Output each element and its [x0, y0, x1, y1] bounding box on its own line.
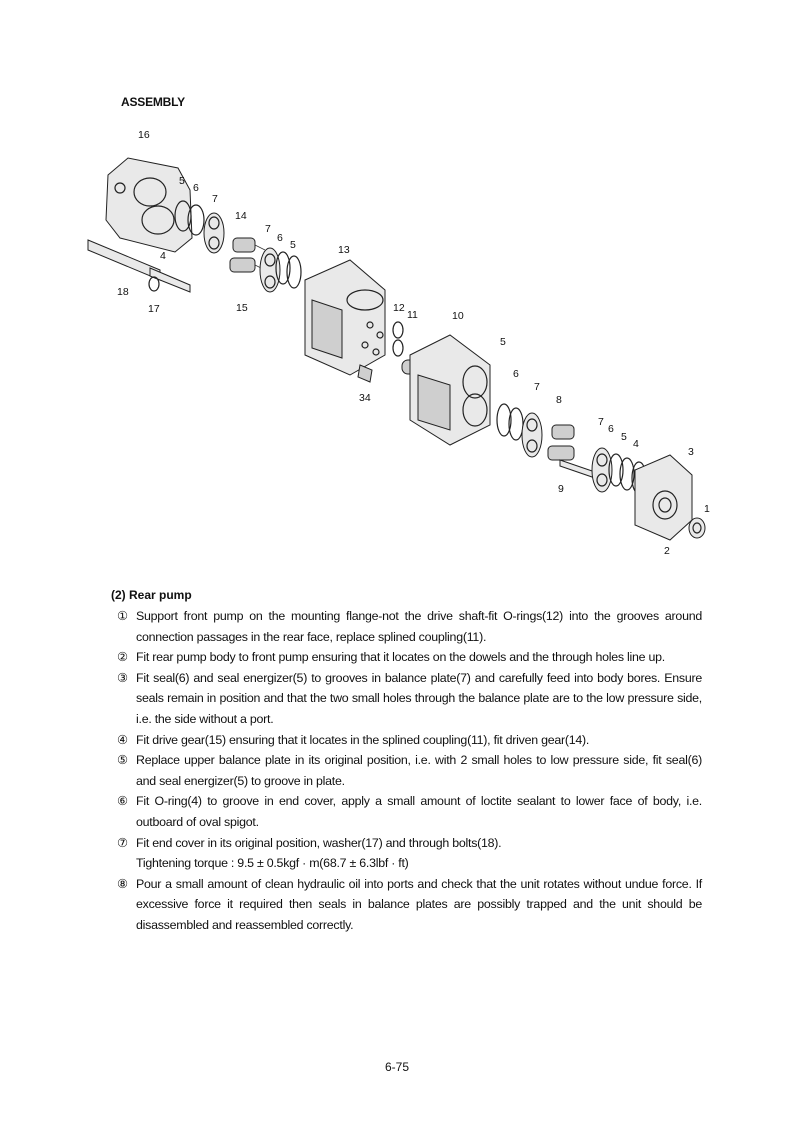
callout-6d: 6: [608, 423, 614, 435]
callout-5b: 5: [290, 239, 296, 251]
callout-6a: 6: [193, 182, 199, 194]
callout-5a: 5: [179, 175, 185, 187]
callout-8: 8: [556, 394, 562, 406]
callout-2: 2: [664, 545, 670, 557]
drive-gear-part: [548, 425, 595, 478]
callout-6c: 6: [513, 368, 519, 380]
step-text: Fit seal(6) and seal energizer(5) to grooves in balance plate(7) and carefully feed into body bores. Ensure seals remain in position and that the two small holes through the balance plate are to the low pressure side, i.e. the side without a port.: [136, 670, 702, 726]
callout-11: 11: [407, 309, 418, 321]
step-number: ②: [117, 650, 128, 665]
step-2: [117, 647, 702, 668]
step-number: ⑧: [117, 876, 128, 891]
step-text-block: [136, 833, 702, 874]
callout-4b: 4: [633, 438, 639, 450]
step-number: ③: [117, 670, 128, 685]
step-text: Support front pump on the mounting flange-not the drive shaft-fit O-rings(12) into the grooves around connection passages in the rear face, replace splined coupling(11).: [136, 609, 702, 644]
step-7: [117, 833, 702, 874]
callout-18: 18: [117, 286, 129, 298]
step-text: Fit O-ring(4) to groove in end cover, apply a small amount of loctite sealant to lower face of body, i.e. outboard of oval spigot.: [136, 794, 702, 829]
step-number: ④: [117, 732, 128, 747]
callout-9: 9: [558, 483, 564, 495]
tightening-torque: Tightening torque : 9.5 ± 0.5kgf · m(68.7 ± 6.3lbf · ft): [136, 856, 409, 871]
callout-3: 3: [688, 446, 694, 458]
rear-pump-title: (2) Rear pump: [111, 588, 192, 602]
callout-13: 13: [338, 244, 350, 256]
step-text: Replace upper balance plate in its original position, i.e. with 2 small holes to low pressure side, fit seal(6) and seal energizer(5) to groove in plate.: [136, 753, 702, 788]
step-text: Fit rear pump body to front pump ensuring that it locates on the dowels and the through holes line up.: [136, 650, 665, 665]
page-number: 6-75: [384, 1060, 410, 1074]
callout-5c: 5: [500, 336, 506, 348]
end-cover-part: [106, 158, 192, 252]
callout-14: 14: [235, 210, 247, 222]
step-number: ⑥: [117, 794, 128, 809]
step-number: ①: [117, 609, 128, 623]
callout-7d: 7: [598, 416, 604, 428]
step-8: [117, 874, 702, 936]
mounting-flange-part: [635, 455, 692, 540]
exploded-pump-diagram: [80, 120, 730, 575]
step-number: ⑤: [117, 753, 128, 768]
callout-6b: 6: [277, 232, 283, 244]
callout-10: 10: [452, 310, 464, 322]
pump-body-10-part: [410, 335, 490, 445]
callout-15: 15: [236, 302, 248, 314]
callout-7b: 7: [265, 223, 271, 235]
step-6: [117, 791, 702, 832]
section-heading: ASSEMBLY: [121, 95, 185, 109]
step-1: [117, 606, 702, 647]
rear-pump-steps: [117, 606, 702, 936]
callout-4a: 4: [160, 250, 166, 262]
step-number: ⑦: [117, 835, 128, 850]
step-text: Fit end cover in its original position, washer(17) and through bolts(18).: [136, 835, 502, 850]
callout-34: 34: [359, 392, 371, 404]
callout-12: 12: [393, 302, 405, 314]
callout-1: 1: [704, 503, 710, 515]
step-4: [117, 730, 702, 751]
callout-7c: 7: [534, 381, 540, 393]
step-5: [117, 750, 702, 791]
step-3: [117, 668, 702, 730]
callout-16: 16: [138, 129, 150, 141]
pump-body-13-part: [305, 260, 385, 382]
step-text: Fit drive gear(15) ensuring that it locates in the splined coupling(11), fit driven gear(14).: [136, 732, 590, 747]
callout-5d: 5: [621, 431, 627, 443]
callout-7a: 7: [212, 193, 218, 205]
step-text: Pour a small amount of clean hydraulic oil into ports and check that the unit rotates without undue force. If excessive force it required then seals in balance plates are possibly trapped and the unit should be disassembled and reassembled correctly.: [136, 876, 702, 932]
callout-17: 17: [148, 303, 160, 315]
